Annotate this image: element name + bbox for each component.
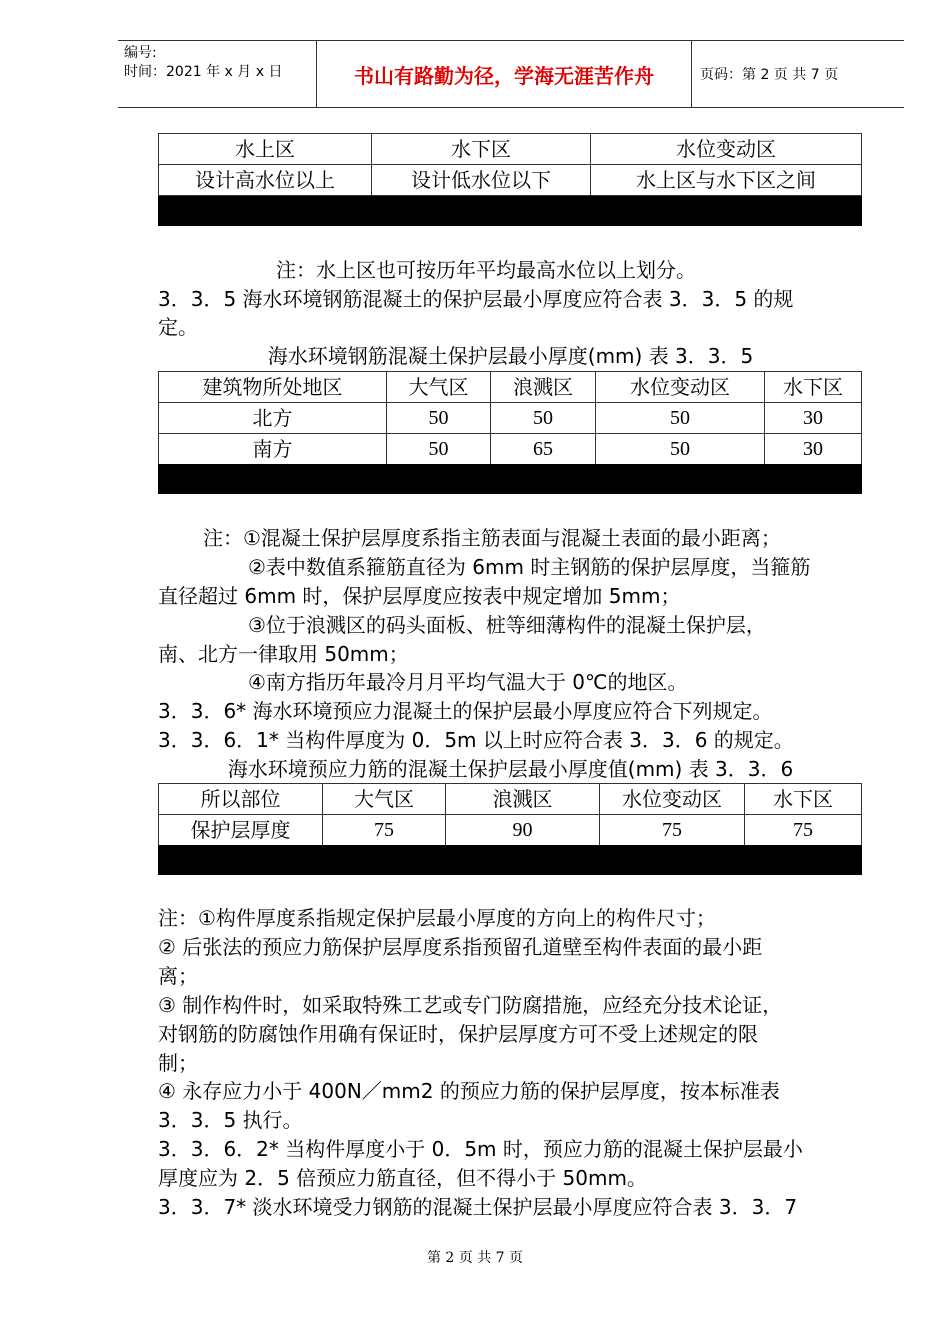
page-footer: 第 2 页 共 7 页 — [426, 1250, 524, 1266]
note-3-1: 注：①构件厚度系指规定保护层最小厚度的方向上的构件尺寸； — [158, 906, 716, 930]
redaction-bar — [158, 845, 862, 875]
table-cell: 30 — [765, 434, 862, 465]
table-header-cell: 建筑物所处地区 — [159, 372, 387, 403]
table-header-cell: 水位变动区 — [596, 372, 765, 403]
table-cell: 设计高水位以上 — [159, 165, 372, 196]
time-label: 时间：2021 年 x 月 x 日 — [124, 64, 283, 80]
table-cell: 50 — [387, 403, 491, 434]
table-row — [159, 403, 862, 434]
table-row — [159, 165, 862, 196]
code-label: 编号: — [124, 45, 157, 61]
table-cell: 50 — [491, 403, 596, 434]
table-header-cell: 浪溅区 — [446, 784, 600, 815]
table-cell: 65 — [491, 434, 596, 465]
table-cell: 75 — [745, 815, 862, 846]
para-3-3-7: 3．3．7* 淡水环境受力钢筋的混凝土保护层最小厚度应符合表 3．3．7 — [158, 1195, 798, 1219]
note-2-2-cont: 直径超过 6mm 时，保护层厚度应按表中规定增加 5mm； — [158, 584, 681, 608]
table-cell: 75 — [600, 815, 745, 846]
para-3-3-6-2-cont: 厚度应为 2．5 倍预应力筋直径，但不得小于 50mm。 — [158, 1166, 647, 1190]
para-3-3-5: 3．3．5 海水环境钢筋混凝土的保护层最小厚度应符合表 3．3．5 的规 — [158, 287, 794, 311]
note-3-3-cont: 对钢筋的防腐蚀作用确有保证时，保护层厚度方可不受上述规定的限 — [158, 1022, 758, 1046]
table-header-cell: 水下区 — [765, 372, 862, 403]
prestress-cover-table — [158, 783, 862, 846]
para-3-3-6: 3．3．6* 海水环境预应力混凝土的保护层最小厚度应符合下列规定。 — [158, 699, 773, 723]
table-row — [159, 434, 862, 465]
table-cell: 50 — [596, 434, 765, 465]
table-row — [159, 815, 862, 846]
note-2-4: ④南方指历年最冷月月平均气温大于 0℃的地区。 — [248, 670, 688, 694]
note-2-3: ③位于浪溅区的码头面板、桩等细薄构件的混凝土保护层， — [248, 613, 766, 637]
table-header-cell: 水位变动区 — [600, 784, 745, 815]
table-cell: 设计低水位以下 — [372, 165, 591, 196]
water-zone-table — [158, 133, 862, 196]
table-row — [159, 134, 862, 165]
table-cell: 南方 — [159, 434, 387, 465]
table-row — [159, 784, 862, 815]
table-cell: 北方 — [159, 403, 387, 434]
note-2-1: 注：①混凝土保护层厚度系指主筋表面与混凝土表面的最小距离； — [203, 526, 781, 550]
table-cell: 水上区与水下区之间 — [591, 165, 862, 196]
table-row — [159, 372, 862, 403]
table-header-cell: 大气区 — [387, 372, 491, 403]
table-header-cell: 水上区 — [159, 134, 372, 165]
note-3-2: ② 后张法的预应力筋保护层厚度系指预留孔道壁至构件表面的最小距 — [158, 935, 763, 959]
para-3-3-5-cont: 定。 — [158, 315, 198, 339]
para-3-3-6-2: 3．3．6．2* 当构件厚度小于 0．5m 时，预应力筋的混凝土保护层最小 — [158, 1137, 803, 1161]
header-motto: 书山有路勤为径，学海无涯苦作舟 — [316, 41, 692, 107]
note-3-4-cont: 3．3．5 执行。 — [158, 1108, 303, 1132]
table-header-cell: 水下区 — [372, 134, 591, 165]
table-header-cell: 所以部位 — [159, 784, 323, 815]
cover-thickness-table — [158, 371, 862, 465]
table-cell: 保护层厚度 — [159, 815, 323, 846]
table-header-cell: 浪溅区 — [491, 372, 596, 403]
table-cell: 75 — [323, 815, 446, 846]
note-water-zone: 注：水上区也可按历年平均最高水位以上划分。 — [276, 258, 696, 282]
page-header — [118, 40, 904, 108]
table-cell: 30 — [765, 403, 862, 434]
note-2-2: ②表中数值系箍筋直径为 6mm 时主钢筋的保护层厚度，当箍筋 — [248, 555, 811, 579]
para-3-3-6-1: 3．3．6．1* 当构件厚度为 0．5m 以上时应符合表 3．3．6 的规定。 — [158, 728, 794, 752]
table-cell: 50 — [387, 434, 491, 465]
redaction-bar — [158, 196, 862, 226]
note-3-3-cont2: 制； — [158, 1051, 198, 1075]
header-page-label: 页码：第 2 页 共 7 页 — [700, 67, 839, 83]
table-cell: 50 — [596, 403, 765, 434]
table-caption: 海水环境预应力筋的混凝土保护层最小厚度值(mm) 表 3．3．6 — [227, 757, 794, 781]
table-caption: 海水环境钢筋混凝土保护层最小厚度(mm) 表 3．3．5 — [267, 344, 754, 368]
note-3-3: ③ 制作构件时，如采取特殊工艺或专门防腐措施，应经充分技术论证， — [158, 993, 783, 1017]
note-2-3-cont: 南、北方一律取用 50mm； — [158, 642, 409, 666]
note-3-4: ④ 永存应力小于 400N／mm2 的预应力筋的保护层厚度，按本标准表 — [158, 1079, 780, 1103]
table-header-cell: 水下区 — [745, 784, 862, 815]
note-3-2-cont: 离； — [158, 964, 198, 988]
header-meta — [124, 44, 282, 82]
table-header-cell: 水位变动区 — [591, 134, 862, 165]
table-cell: 90 — [446, 815, 600, 846]
redaction-bar — [158, 464, 862, 494]
table-header-cell: 大气区 — [323, 784, 446, 815]
